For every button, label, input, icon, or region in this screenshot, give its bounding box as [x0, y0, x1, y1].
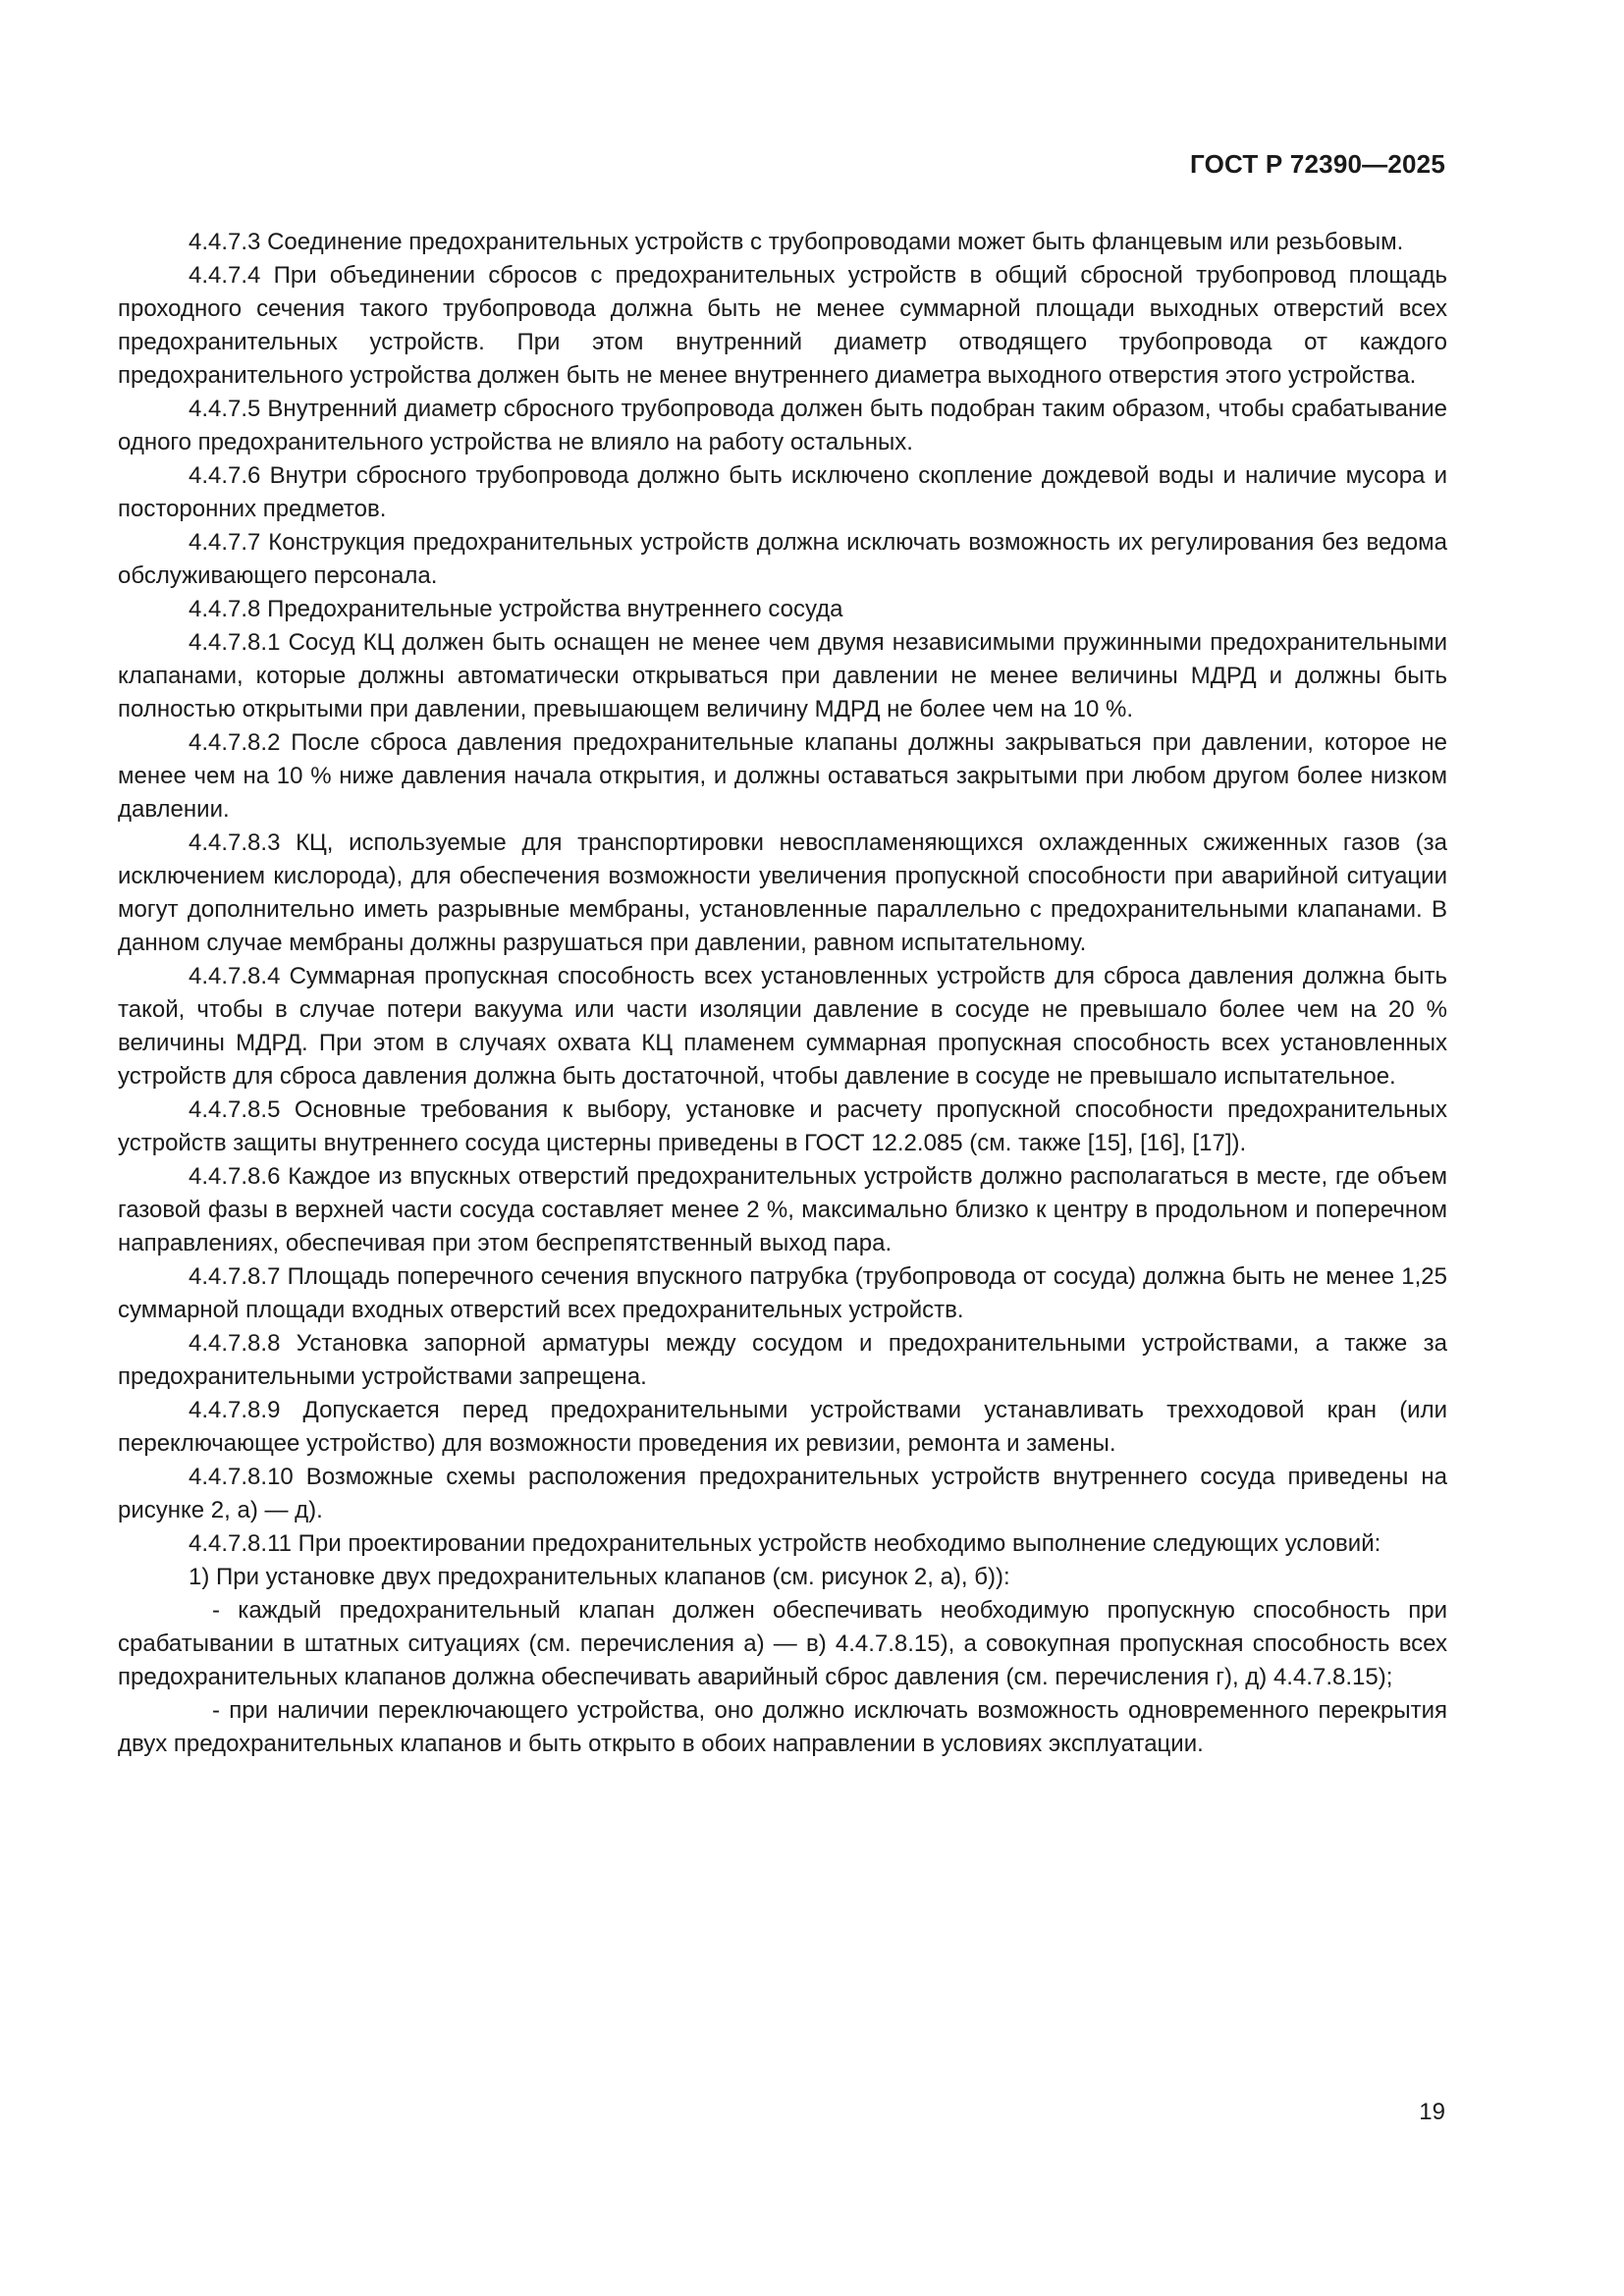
paragraph-4-4-7-8-9: 4.4.7.8.9 Допускается перед предохранительными устройствами устанавливать трехходовой кран (или переключающее устройство) для возможности проведения их ревизии, ремонта и замены.	[118, 1397, 1447, 1457]
page-number: 19	[1419, 2099, 1445, 2125]
paragraph-4-4-7-6: 4.4.7.6 Внутри сбросного трубопровода должно быть исключено скопление дождевой воды и наличие мусора и посторонних предметов.	[118, 462, 1447, 522]
dash-item-capacity: - каждый предохранительный клапан должен обеспечивать необходимую пропускную способность при срабатывании в штатных ситуациях (см. перечисления а) — в) 4.4.7.8.15), а совокупная пропускная способность всех предохранительных клапанов должна обеспечивать аварийный сброс давления (см. перечисления г), д) 4.4.7.8.15);	[118, 1597, 1447, 1690]
paragraph-4-4-7-8-4: 4.4.7.8.4 Суммарная пропускная способность всех установленных устройств для сброса давления должна быть такой, чтобы в случае потери вакуума или части изоляции давление в сосуде не превышало более чем на 20 % величины МДРД. При этом в случаях охвата КЦ пламенем суммарная пропускная способность всех установленных устройств для сброса давления должна быть достаточной, чтобы давление в сосуде не превышало испытательное.	[118, 963, 1447, 1090]
dash-item-switching-device: - при наличии переключающего устройства, оно должно исключать возможность одновременного перекрытия двух предохранительных клапанов и быть открыто в обоих направлении в условиях эксплуатации.	[118, 1697, 1447, 1757]
paragraph-4-4-7-8-8: 4.4.7.8.8 Установка запорной арматуры между сосудом и предохранительными устройствами, а также за предохранительными устройствами запрещена.	[118, 1330, 1447, 1390]
paragraph-4-4-7-8-10: 4.4.7.8.10 Возможные схемы расположения предохранительных устройств внутреннего сосуда приведены на рисунке 2, а) — д).	[118, 1464, 1447, 1523]
paragraph-4-4-7-8: 4.4.7.8 Предохранительные устройства внутреннего сосуда	[189, 596, 843, 622]
paragraph-4-4-7-8-5: 4.4.7.8.5 Основные требования к выбору, установке и расчету пропускной способности предохранительных устройств защиты внутреннего сосуда цистерны приведены в ГОСТ 12.2.085 (см. также [15], [16], [17]).	[118, 1096, 1447, 1156]
document-header-id: ГОСТ Р 72390—2025	[1190, 149, 1445, 179]
paragraph-4-4-7-5: 4.4.7.5 Внутренний диаметр сбросного трубопровода должен быть подобран таким образом, чтобы срабатывание одного предохранительного устройства не влияло на работу остальных.	[118, 396, 1447, 455]
paragraph-4-4-7-8-11: 4.4.7.8.11 При проектировании предохранительных устройств необходимо выполнение следующих условий:	[189, 1530, 1381, 1557]
paragraph-4-4-7-3: 4.4.7.3 Соединение предохранительных устройств с трубопроводами может быть фланцевым или резьбовым.	[189, 229, 1404, 255]
paragraph-4-4-7-8-2: 4.4.7.8.2 После сброса давления предохранительные клапаны должны закрываться при давлении, которое не менее чем на 10 % ниже давления начала открытия, и должны оставаться закрытыми при любом другом более низком давлении.	[118, 729, 1447, 823]
numbered-item-1: 1) При установке двух предохранительных клапанов (см. рисунок 2, а), б)):	[189, 1564, 1010, 1590]
paragraph-4-4-7-8-6: 4.4.7.8.6 Каждое из впускных отверстий предохранительных устройств должно располагаться в месте, где объем газовой фазы в верхней части сосуда составляет менее 2 %, максимально близко к центру в продольном и поперечном направлениях, обеспечивая при этом беспрепятственный выход пара.	[118, 1163, 1447, 1256]
paragraph-4-4-7-7: 4.4.7.7 Конструкция предохранительных устройств должна исключать возможность их регулирования без ведома обслуживающего персонала.	[118, 529, 1447, 589]
document-body	[118, 226, 1447, 1761]
paragraph-4-4-7-8-3: 4.4.7.8.3 КЦ, используемые для транспортировки невоспламеняющихся охлажденных сжиженных газов (за исключением кислорода), для обеспечения возможности увеличения пропускной способности при аварийной ситуации могут дополнительно иметь разрывные мембраны, установленные параллельно с предохранительными клапанами. В данном случае мембраны должны разрушаться при давлении, равном испытательному.	[118, 829, 1447, 956]
paragraph-4-4-7-8-1: 4.4.7.8.1 Сосуд КЦ должен быть оснащен не менее чем двумя независимыми пружинными предохранительными клапанами, которые должны автоматически открываться при давлении не менее величины МДРД и должны быть полностью открытыми при давлении, превышающем величину МДРД не более чем на 10 %.	[118, 629, 1447, 722]
paragraph-4-4-7-8-7: 4.4.7.8.7 Площадь поперечного сечения впускного патрубка (трубопровода от сосуда) должна быть не менее 1,25 суммарной площади входных отверстий всех предохранительных устройств.	[118, 1263, 1447, 1323]
paragraph-4-4-7-4: 4.4.7.4 При объединении сбросов с предохранительных устройств в общий сбросной трубопровод площадь проходного сечения такого трубопровода должна быть не менее суммарной площади выходных отверстий всех предохранительных устройств. При этом внутренний диаметр отводящего трубопровода от каждого предохранительного устройства должен быть не менее внутреннего диаметра выходного отверстия этого устройства.	[118, 262, 1447, 389]
